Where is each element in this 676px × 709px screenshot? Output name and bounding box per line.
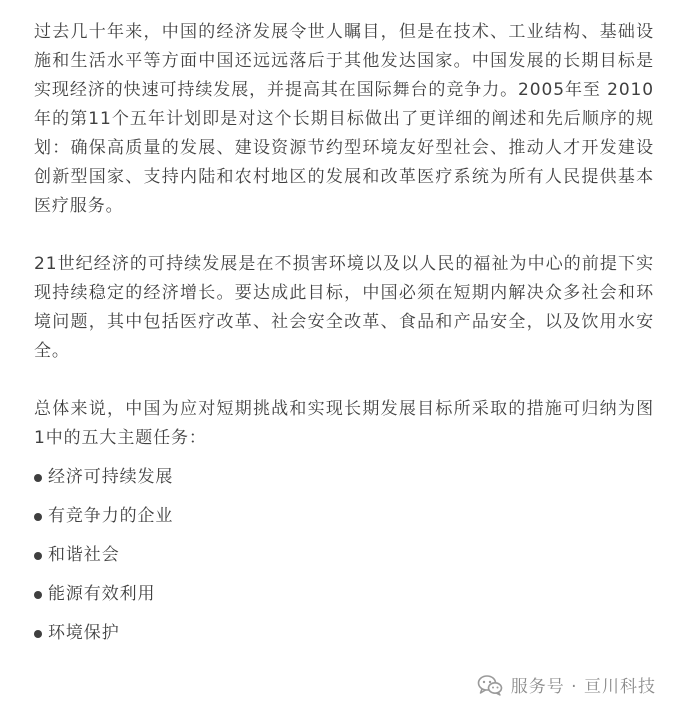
list-item-label: 经济可持续发展 xyxy=(48,467,174,487)
account-name: 服务号 · 亘川科技 xyxy=(510,677,656,697)
paragraph-2: 21世纪经济的可持续发展是在不损害环境以及以人民的福祉为中心的前提下实现持续稳定的经济增长。要达成此目标，中国必须在短期内解决众多社会和环境问题，其中包括医疗改革、社会安全改革、食品和产品安全，以及饮用水安全。 xyxy=(34,254,654,361)
paragraph-3: 总体来说，中国为应对短期挑战和实现长期发展目标所采取的措施可归纳为图1中的五大主题任务： xyxy=(34,399,654,448)
account-footer[interactable] xyxy=(477,672,656,697)
theme-list xyxy=(34,463,654,648)
list-item xyxy=(34,580,654,609)
bullet-icon xyxy=(34,630,42,638)
paragraph-1: 过去几十年来，中国的经济发展令世人瞩目，但是在技术、工业结构、基础设施和生活水平等方面中国还远远落后于其他发达国家。中国发展的长期目标是实现经济的快速可持续发展，并提高其在国际舞台的竞争力。2005年至 2010年的第11个五年计划即是对这个长期目标做出了更详细的阐述和先后顺序的规划：确保高质量的发展、建设资源节约型环境友好型社会、推动人才开发建设创新型国家、支持内陆和农村地区的发展和改革医疗系统为所有人民提供基本医疗服务。 xyxy=(34,22,654,216)
bullet-icon xyxy=(34,474,42,482)
list-item xyxy=(34,541,654,570)
bullet-icon xyxy=(34,552,42,560)
bullet-icon xyxy=(34,513,42,521)
list-item xyxy=(34,463,654,492)
list-item-label: 能源有效利用 xyxy=(48,584,156,604)
wechat-icon xyxy=(477,674,503,696)
list-item xyxy=(34,619,654,648)
bullet-icon xyxy=(34,591,42,599)
article-body xyxy=(34,18,654,658)
list-item-label: 有竞争力的企业 xyxy=(48,506,174,526)
list-item-label: 和谐社会 xyxy=(48,545,120,565)
list-item-label: 环境保护 xyxy=(48,623,120,643)
list-item xyxy=(34,502,654,531)
